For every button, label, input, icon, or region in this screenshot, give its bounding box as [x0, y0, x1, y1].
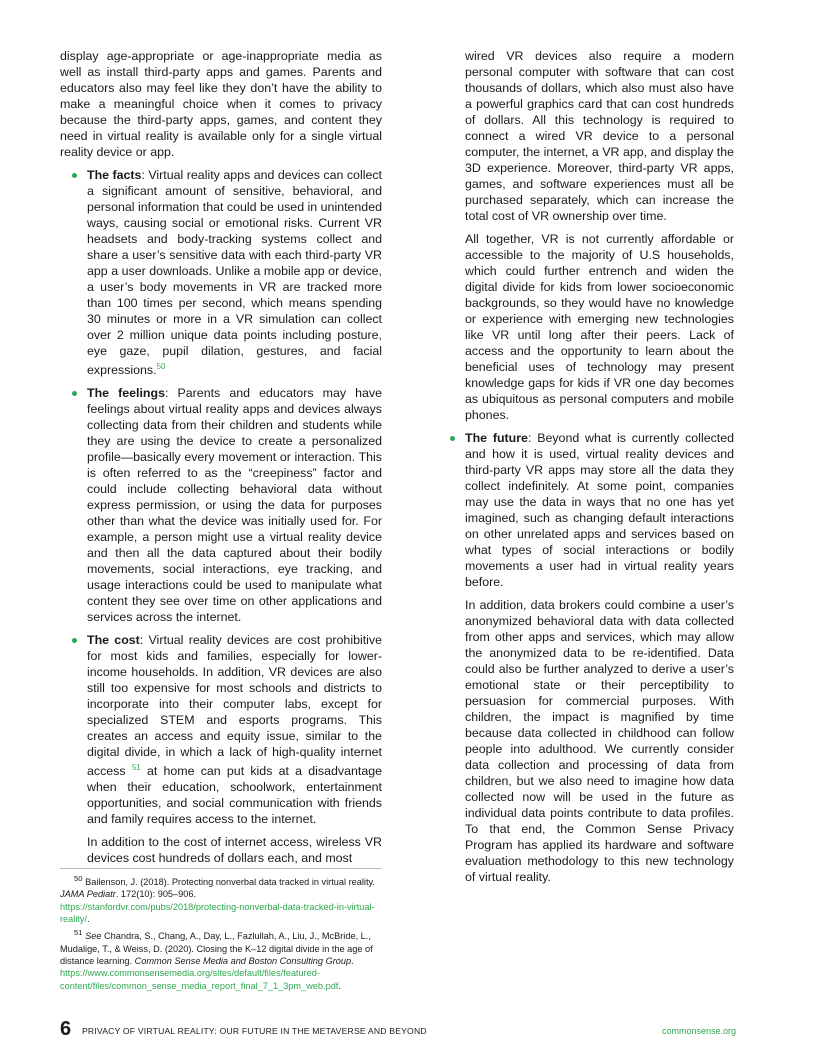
- future-label: The future: [465, 431, 528, 445]
- together-paragraph: All together, VR is not currently affordable or accessible to the majority of U.S households, which could further entrench and widen the digital divide for kids from lower socioeconomic backgrounds, so they would have no knowledge or experience with emerging new technologies like VR until long after their peers. Lack of access and the opportunity to learn about the beneficial uses of technology may present knowledge gaps for kids if VR one day becomes as ubiquitous as personal computers and mobile phones.: [465, 232, 734, 422]
- footnote-51-link[interactable]: https://www.commonsensemedia.org/sites/default/files/featured-content/files/common_sense_media_report_final_7_1_3pm_web.pdf: [60, 968, 339, 991]
- intro-paragraph: display age-appropriate or age-inappropriate media as well as install third-party apps and games. Parents and educators also may feel like they don’t have the ability to make a meaningful choice when it comes to privacy because the third-party apps, games, and content they need in virtual reality is available only for a single virtual reality device or app.: [60, 49, 382, 159]
- cost-text-b: at home can put kids at a disadvantage when their education, schoolwork, entertainment opportunities, and social communication with friends and family requires access to the internet.: [87, 764, 382, 827]
- footnote-51-publisher: Common Sense Media and Boston Consulting Group: [134, 955, 352, 966]
- page-number: 6: [60, 1018, 72, 1040]
- footnote-50-text: Bailenson, J. (2018). Protecting nonverbal data tracked in virtual reality.: [82, 877, 375, 888]
- cost-continued-paragraph: wired VR devices also require a modern personal computer with software that can cost thousands of dollars, which also must also have a powerful graphics card that can cost hundreds of dollars. All this technology is required to connect a wired VR device to a personal computer, the internet, a VR app, and display the 3D experience. Moreover, third-party VR apps, games, and software experiences must all be purchased separately, which can increase the total cost of VR ownership over time.: [465, 49, 734, 223]
- left-column: [60, 48, 382, 873]
- footer-title: PRIVACY OF VIRTUAL REALITY: OUR FUTURE IN THE METAVERSE AND BEYOND: [82, 1026, 427, 1036]
- footnote-50-link[interactable]: https://stanfordvr.com/pubs/2018/protecting-nonverbal-data-tracked-in-virtual-reality/: [60, 901, 375, 924]
- cost-continuation: In addition to the cost of internet access, wireless VR devices cost hundreds of dollars each, and most: [87, 835, 382, 866]
- bullet-cost: [60, 632, 382, 827]
- footnote-51: $^{51}$ See Chandra, S., Chang, A., Day, L., Fazlullah, A., Liu, J., McBride, L., Mudalige, T., & Weiss, D. (2020). Closing the K–12 digital divide in the age of distance learning. Common Sense Media and Boston Consulting Group. https://www.commonsensemedia.org/sites/default/files/featured-content/files/common_sense_media_report_final_7_1_3pm_web.pdf.: [60, 928, 373, 991]
- bullet-feelings: [60, 385, 382, 625]
- future-text: : Beyond what is currently collected and how it is used, virtual reality devices and third-party VR apps may store all the data they collect indefinitely. At some point, companies may use the data in ways that no one has yet imagined, such as changing default interactions on other unrelated apps and services based on what types of social interactions or bodily movements a user had in virtual reality years before.: [465, 431, 735, 589]
- footnote-51-see: See: [82, 931, 102, 942]
- cost-label: The cost: [87, 633, 140, 648]
- footnote-51-number: 51: [74, 928, 83, 938]
- cost-text-a: : Virtual reality devices are cost prohibitive for most kids and families, especially for lower-income households. In addition, VR devices are also still too expensive for most schools and districts to incorporate into their computer labs, except for specialized STEM and esports programs. This creates an access and equity issue, similar to the digital divide, in which a lack of high-quality internet access: [87, 633, 383, 779]
- facts-text: : Virtual reality apps and devices can collect a significant amount of sensitive, behavioral, and personal information that could be used in unintended ways, causing social or emotional risks. Current VR headsets and body-tracking systems collect and share a user’s sensitive data with each third-party VR app a user downloads. Unlike a mobile app or device, a user’s body movements in VR are tracked more than 100 times per second, which means spending 30 minutes or more in a VR simulation can collect over 2 million unique data points including posture, eye gaze, pupil dilation, gestures, and facial expressions.: [87, 168, 382, 378]
- footnote-ref-50[interactable]: 50: [156, 362, 166, 371]
- facts-label: The facts: [87, 168, 142, 182]
- footnotes: [60, 868, 382, 994]
- footnote-ref-51[interactable]: 51: [131, 763, 141, 773]
- feelings-label: The feelings: [87, 386, 165, 401]
- page-footer: [60, 1020, 736, 1044]
- future-continuation: In addition, data brokers could combine a user’s anonymized behavioral data with data collected from other apps and services, which may allow the anonymized data to be re-identified. Data could also be further analyzed to derive a user’s emotional state or their perceptibility to persuasion for commercial purposes. With children, the impact is magnified by time because data collected in childhood can follow people into adulthood. We currently consider data collection and processing of data from children, but we also need to imagine how data collected now will be used in the future as individual data points contribute to data profiles. To that end, the Common Sense Privacy Program has applied its hardware and software evaluation methodology to this new technology of virtual reality.: [465, 598, 734, 884]
- footer-site-link[interactable]: commonsense.org: [661, 1026, 736, 1036]
- bullet-facts: [60, 167, 382, 378]
- feelings-text: : Parents and educators may have feelings about virtual reality apps and devices always collecting data from their children and students while they are using the device to create a personalized profile—basically every movement or interaction. This is often referred to as the “creepiness” factor and could include collecting behavioral data without express permission, or using the data for purposes other than what the device was initially used for. For example, a person might use a virtual reality device and then all the data captured about their bodily movements, social interactions, eye tracking, and usage interactions could be used to manipulate what content they see over time on other applications and services across the internet.: [87, 386, 382, 625]
- right-column: [438, 48, 734, 892]
- footnote-50-number: 50: [74, 874, 83, 883]
- footnote-50: $^{50}$ Bailenson, J. (2018). Protecting nonverbal data tracked in virtual reality. JAMA Pediatr. 172(10): 905–906. https://stanfordvr.com/pubs/2018/protecting-nonverbal-data-tracked-in-virtual-reality/.: [60, 874, 375, 924]
- bullet-dot-icon: [450, 436, 455, 441]
- bullet-future: [438, 430, 734, 590]
- bullet-dot-icon: [72, 638, 77, 643]
- bullet-dot-icon: [72, 391, 77, 396]
- footnote-50-journal: JAMA Pediatr: [60, 889, 116, 900]
- footnote-50-rest: . 172(10): 905–906.: [115, 889, 197, 900]
- bullet-dot-icon: [72, 173, 77, 178]
- footnote-51-text: Chandra, S., Chang, A., Day, L., Fazlullah, A., Liu, J., McBride, L., Mudalige, T., & Weiss, D. (2020). Closing the K–12 digital divide in the age of distance learning.: [60, 931, 373, 966]
